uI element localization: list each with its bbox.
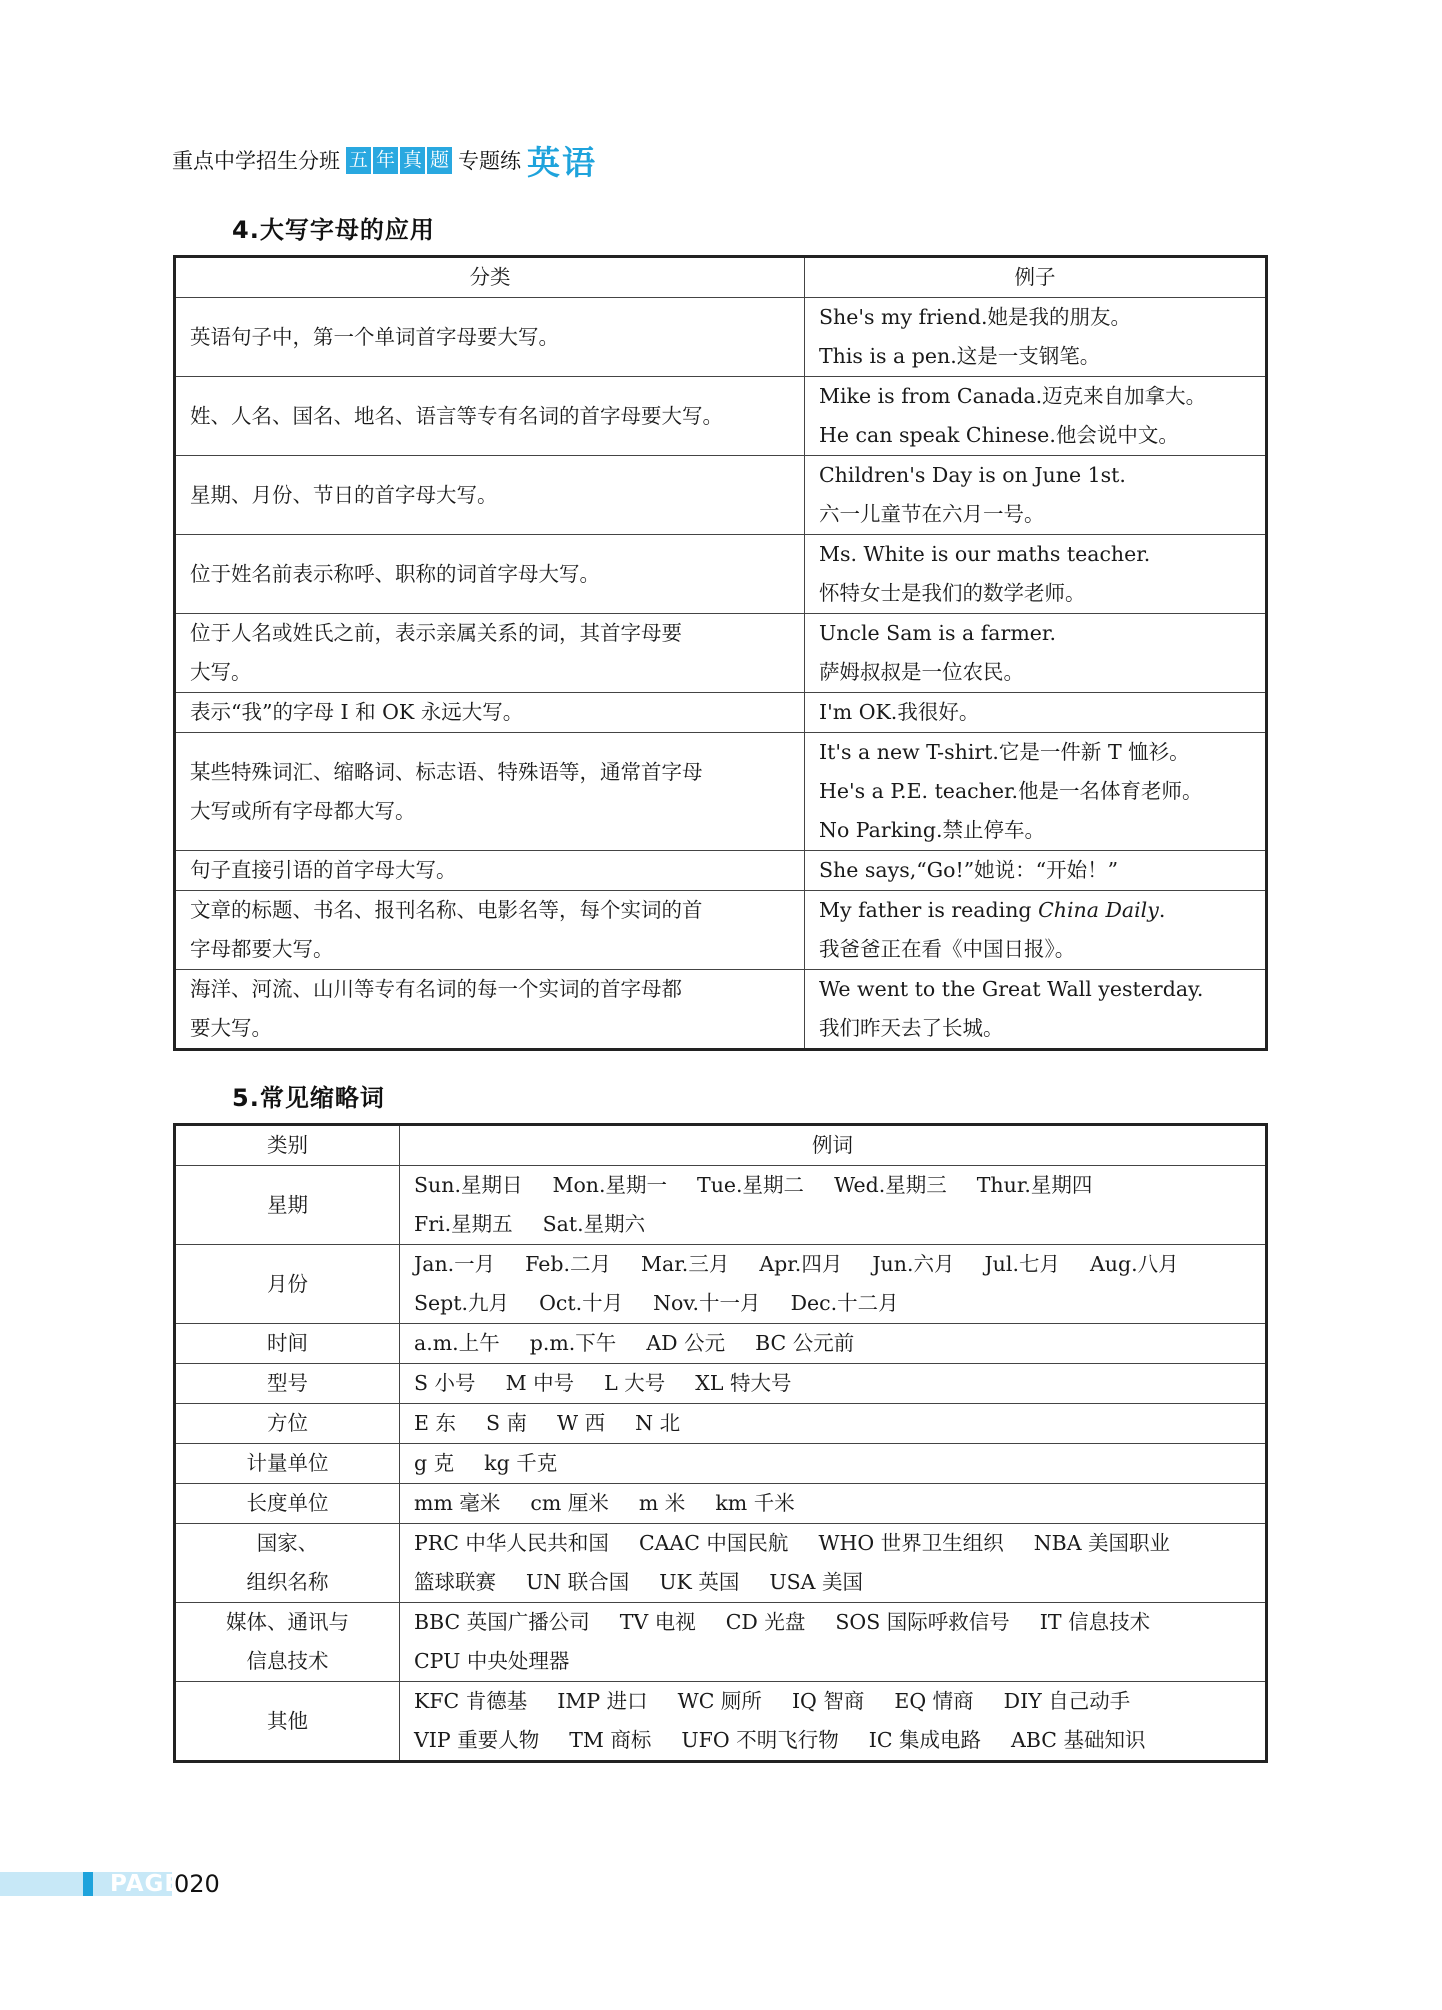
example-text: 萨姆叔叔是一位农民。 [819, 660, 1024, 684]
category-text: 月份 [267, 1271, 308, 1296]
rule-text: 表示“我”的字母 I 和 OK 永远大写。 [190, 700, 524, 724]
abbreviation-cell [400, 1324, 1267, 1364]
table-row [175, 1682, 1267, 1762]
abbreviation-item: Fri.星期五 [414, 1212, 513, 1236]
rule-text: 文章的标题、书名、报刊名称、电影名等，每个实词的首 [190, 898, 703, 922]
abbreviation-item: IT 信息技术 [1039, 1610, 1151, 1634]
capitalization-table-body [175, 298, 1267, 1050]
rule-text: 大写。 [190, 660, 252, 684]
example-text: 六一儿童节在六月一号。 [819, 502, 1045, 526]
abbreviations-table-body [175, 1166, 1267, 1762]
category-text: 其他 [267, 1708, 308, 1733]
capitalization-table [173, 255, 1268, 1051]
table-header-row [175, 257, 1267, 298]
abbreviation-cell [400, 1682, 1267, 1762]
rule-cell [175, 693, 805, 733]
abbreviation-item: NBA 美国职业 [1033, 1531, 1171, 1555]
example-text: It's a new T-shirt.它是一件新 T 恤衫。 [819, 740, 1190, 764]
example-cell [805, 851, 1267, 891]
footer-page-label: PAGE [110, 1871, 182, 1897]
abbreviation-item: AD 公元 [646, 1331, 726, 1355]
example-text: 怀特女士是我们的数学老师。 [819, 581, 1086, 605]
abbreviation-item: BBC 英国广播公司 [414, 1610, 590, 1634]
example-text: He can speak Chinese.他会说中文。 [819, 423, 1179, 447]
column-header-type: 类别 [175, 1125, 400, 1166]
example-text: Mike is from Canada.迈克来自加拿大。 [819, 384, 1207, 408]
header-box-char: 年 [373, 147, 398, 174]
category-cell [175, 1682, 400, 1762]
abbreviation-item: IC 集成电路 [868, 1728, 982, 1752]
abbreviation-item: EQ 情商 [894, 1689, 974, 1713]
abbreviation-item: Nov.十一月 [653, 1291, 761, 1315]
category-text: 方位 [267, 1411, 308, 1435]
column-header-words: 例词 [400, 1125, 1267, 1166]
page-footer [0, 1870, 220, 1898]
table-row [175, 1444, 1267, 1484]
abbreviation-item: Mar.三月 [641, 1252, 730, 1276]
abbreviation-item: TM 商标 [569, 1728, 652, 1752]
rule-text: 星期、月份、节日的首字母大写。 [190, 482, 498, 507]
abbreviation-item: Dec.十二月 [790, 1291, 899, 1315]
abbreviation-cell [400, 1444, 1267, 1484]
example-text: Uncle Sam is a farmer. [819, 621, 1056, 645]
abbreviation-item: a.m.上午 [414, 1331, 500, 1355]
example-text: Ms. White is our maths teacher. [819, 542, 1151, 566]
example-text: She's my friend.她是我的朋友。 [819, 305, 1132, 329]
abbreviation-item: XL 特大号 [695, 1371, 792, 1395]
abbreviation-item: Thur.星期四 [976, 1173, 1093, 1197]
rule-text: 句子直接引语的首字母大写。 [190, 858, 457, 882]
category-cell [175, 1603, 400, 1682]
rule-text: 字母都要大写。 [190, 937, 334, 961]
table-row [175, 1603, 1267, 1682]
table-row [175, 733, 1267, 851]
abbreviation-item: DIY 自己动手 [1003, 1689, 1131, 1713]
example-cell [805, 614, 1267, 693]
header-box-char: 题 [427, 147, 452, 174]
example-cell [805, 733, 1267, 851]
abbreviation-item: KFC 肯德基 [414, 1689, 528, 1713]
abbreviation-item: cm 厘米 [530, 1491, 609, 1515]
category-cell [175, 1364, 400, 1404]
category-text: 型号 [267, 1371, 308, 1395]
category-text: 计量单位 [246, 1451, 329, 1475]
column-header-examples: 例子 [805, 257, 1267, 298]
abbreviation-item: USA 美国 [769, 1570, 863, 1594]
header-subject: 英语 [527, 142, 597, 182]
abbreviation-item: UK 英国 [659, 1570, 740, 1594]
abbreviation-item: L 大号 [604, 1371, 666, 1395]
abbreviation-item: kg 千克 [484, 1451, 558, 1475]
abbreviation-item: Sept.九月 [414, 1291, 510, 1315]
example-text: He's a P.E. teacher.他是一名体育老师。 [819, 779, 1203, 803]
abbreviation-item: WHO 世界卫生组织 [818, 1531, 1004, 1555]
abbreviation-item: p.m.下午 [529, 1331, 617, 1355]
table-row [175, 1324, 1267, 1364]
abbreviation-item: Sat.星期六 [542, 1212, 646, 1236]
example-text: My father is reading China Daily. [819, 898, 1166, 922]
abbreviation-item: Feb.二月 [525, 1252, 612, 1276]
example-cell [805, 456, 1267, 535]
category-text: 星期 [267, 1192, 308, 1217]
abbreviation-item: g 克 [414, 1451, 455, 1475]
abbreviation-item: 篮球联赛 [414, 1570, 496, 1594]
category-text: 长度单位 [246, 1491, 329, 1515]
abbreviation-cell [400, 1484, 1267, 1524]
abbreviation-item: CD 光盘 [725, 1610, 806, 1634]
rule-text: 位于姓名前表示称呼、职称的词首字母大写。 [190, 561, 600, 586]
table-row [175, 1364, 1267, 1404]
abbreviation-item: mm 毫米 [414, 1491, 501, 1515]
category-cell [175, 1245, 400, 1324]
rule-cell [175, 733, 805, 851]
example-text: I'm OK.我很好。 [819, 700, 980, 724]
rule-text: 英语句子中，第一个单词首字母要大写。 [190, 324, 559, 349]
table-row [175, 970, 1267, 1050]
abbreviation-item: W 西 [557, 1411, 606, 1435]
table-row [175, 1404, 1267, 1444]
rule-text: 姓、人名、国名、地名、语言等专有名词的首字母要大写。 [190, 403, 723, 428]
abbreviation-cell [400, 1166, 1267, 1245]
category-cell [175, 1404, 400, 1444]
abbreviation-line [414, 1404, 1251, 1443]
abbreviation-item: m 米 [638, 1491, 686, 1515]
abbreviation-line [414, 1364, 1251, 1403]
table-row [175, 891, 1267, 970]
header-box-char: 五 [346, 147, 371, 174]
running-header [172, 140, 597, 180]
abbreviation-item: CAAC 中国民航 [638, 1531, 789, 1555]
example-cell [805, 970, 1267, 1050]
rule-text: 要大写。 [190, 1016, 272, 1040]
category-text: 信息技术 [246, 1649, 329, 1673]
example-cell [805, 535, 1267, 614]
category-cell [175, 1484, 400, 1524]
example-text: This is a pen.这是一支钢笔。 [819, 344, 1101, 368]
footer-marker [83, 1872, 93, 1896]
category-text: 组织名称 [246, 1570, 329, 1594]
section-5-title: 5.常见缩略词 [232, 1084, 385, 1112]
abbreviation-line [414, 1603, 1251, 1642]
abbreviation-item: UFO 不明飞行物 [681, 1728, 839, 1752]
example-cell [805, 891, 1267, 970]
example-cell [805, 377, 1267, 456]
abbreviation-item: Aug.八月 [1089, 1252, 1179, 1276]
rule-text: 海洋、河流、山川等专有名词的每一个实词的首字母都 [190, 977, 682, 1001]
rule-cell [175, 377, 805, 456]
example-cell [805, 693, 1267, 733]
abbreviation-line [414, 1444, 1251, 1483]
abbreviations-table [173, 1123, 1268, 1763]
abbreviation-item: Apr.四月 [759, 1252, 843, 1276]
example-text: Children's Day is on June 1st. [819, 463, 1126, 487]
abbreviation-item: M 中号 [505, 1371, 575, 1395]
abbreviation-item: km 千米 [715, 1491, 795, 1515]
category-cell [175, 1324, 400, 1364]
table-header-row [175, 1125, 1267, 1166]
abbreviation-line [414, 1563, 1251, 1602]
abbreviation-cell [400, 1603, 1267, 1682]
abbreviation-item: SOS 国际呼救信号 [835, 1610, 1010, 1634]
abbreviation-item: N 北 [635, 1411, 681, 1435]
abbreviation-item: IQ 智商 [791, 1689, 865, 1713]
rule-text: 某些特殊词汇、缩略词、标志语、特殊语等，通常首字母 [190, 759, 703, 784]
table-row [175, 851, 1267, 891]
category-text: 媒体、通讯与 [226, 1610, 349, 1634]
abbreviation-cell [400, 1245, 1267, 1324]
rule-text: 大写或所有字母都大写。 [190, 798, 416, 823]
example-text: 我们昨天去了长城。 [819, 1016, 1004, 1040]
table-row [175, 693, 1267, 733]
abbreviation-cell [400, 1404, 1267, 1444]
abbreviation-item: S 南 [485, 1411, 528, 1435]
rule-cell [175, 298, 805, 377]
header-practice-label: 专题练 [458, 149, 521, 173]
header-series-title: 重点中学招生分班 [172, 149, 340, 173]
abbreviation-item: BC 公元前 [755, 1331, 855, 1355]
table-row [175, 614, 1267, 693]
category-cell [175, 1524, 400, 1603]
rule-cell [175, 456, 805, 535]
abbreviation-item: Oct.十月 [539, 1291, 624, 1315]
table-row [175, 456, 1267, 535]
abbreviation-item: Jan.一月 [414, 1252, 496, 1276]
category-cell [175, 1444, 400, 1484]
abbreviation-line [414, 1642, 1251, 1681]
abbreviation-cell [400, 1524, 1267, 1603]
abbreviation-item: VIP 重要人物 [414, 1728, 540, 1752]
table-row [175, 377, 1267, 456]
abbreviation-cell [400, 1364, 1267, 1404]
column-header-category: 分类 [175, 257, 805, 298]
example-text: 我爸爸正在看《中国日报》。 [819, 937, 1076, 961]
abbreviation-line [414, 1284, 1251, 1323]
abbreviation-line [414, 1245, 1251, 1284]
rule-cell [175, 535, 805, 614]
header-box-char: 真 [400, 147, 425, 174]
abbreviation-item: WC 厕所 [677, 1689, 762, 1713]
table-row [175, 1166, 1267, 1245]
table-row [175, 1524, 1267, 1603]
abbreviation-item: E 东 [414, 1411, 456, 1435]
section-4-title: 4.大写字母的应用 [232, 216, 435, 244]
rule-text: 位于人名或姓氏之前，表示亲属关系的词，其首字母要 [190, 621, 682, 645]
abbreviation-item: ABC 基础知识 [1011, 1728, 1146, 1752]
abbreviation-item: S 小号 [414, 1371, 476, 1395]
abbreviation-line [414, 1524, 1251, 1563]
example-text: No Parking.禁止停车。 [819, 818, 1046, 842]
header-highlight-boxes [346, 147, 452, 174]
page-number: 020 [174, 1870, 220, 1898]
abbreviation-line [414, 1205, 1251, 1244]
rule-cell [175, 851, 805, 891]
abbreviation-item: Wed.星期三 [834, 1173, 947, 1197]
abbreviation-item: Jul.七月 [984, 1252, 1060, 1276]
table-row [175, 535, 1267, 614]
category-text: 时间 [267, 1331, 308, 1355]
table-row [175, 1484, 1267, 1524]
rule-cell [175, 891, 805, 970]
category-text: 国家、 [256, 1531, 319, 1555]
example-cell [805, 298, 1267, 377]
abbreviation-item: Jun.六月 [872, 1252, 955, 1276]
table-row [175, 298, 1267, 377]
abbreviation-line [414, 1484, 1251, 1523]
abbreviation-item: TV 电视 [619, 1610, 696, 1634]
rule-cell [175, 970, 805, 1050]
abbreviation-item: Sun.星期日 [414, 1173, 523, 1197]
abbreviation-item: PRC 中华人民共和国 [414, 1531, 609, 1555]
abbreviation-line [414, 1166, 1251, 1205]
abbreviation-item: Mon.星期一 [552, 1173, 668, 1197]
category-cell [175, 1166, 400, 1245]
abbreviation-item: Tue.星期二 [697, 1173, 805, 1197]
rule-cell [175, 614, 805, 693]
example-text: We went to the Great Wall yesterday. [819, 977, 1204, 1001]
example-text: She says,“Go!”她说：“开始！” [819, 858, 1119, 882]
abbreviation-line [414, 1324, 1251, 1363]
abbreviation-line [414, 1721, 1251, 1760]
abbreviation-item: UN 联合国 [526, 1570, 630, 1594]
table-row [175, 1245, 1267, 1324]
abbreviation-item: IMP 进口 [557, 1689, 648, 1713]
abbreviation-line [414, 1682, 1251, 1721]
abbreviation-item: CPU 中央处理器 [414, 1649, 570, 1673]
